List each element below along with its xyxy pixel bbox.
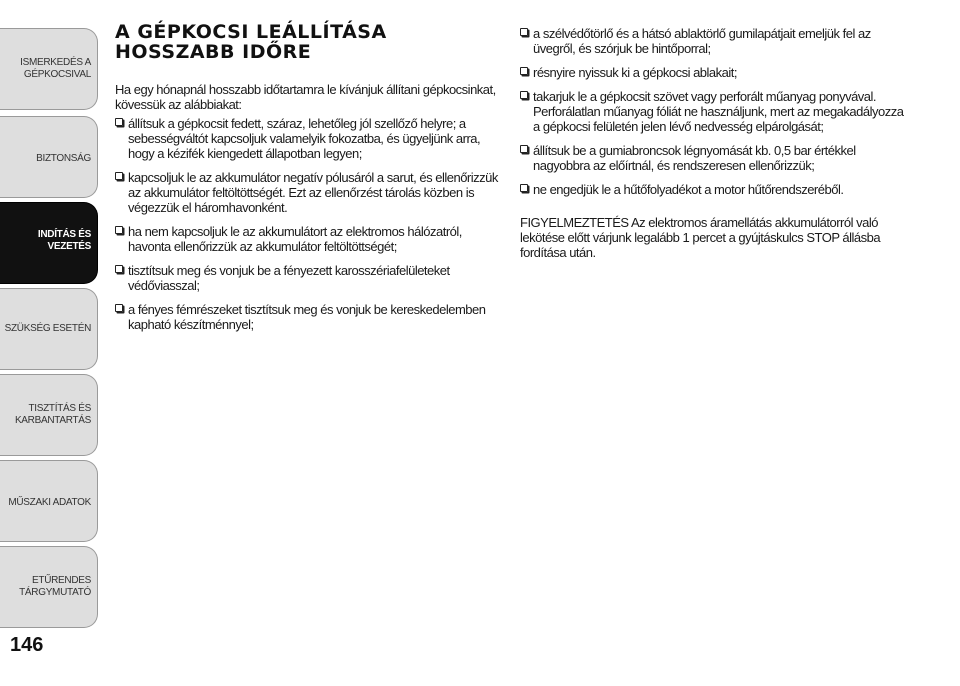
checkbox-bullet-icon: [520, 67, 528, 75]
tab-label: SZÜKSÉG ESETÉN: [4, 323, 91, 334]
list-item: ne engedjük le a hűtőfolyadékot a motor hűtőrendszeréből.: [520, 182, 905, 197]
list-item: állítsuk a gépkocsit fedett, száraz, lehetőleg jól szellőző helyre; a sebességváltót kapcsoljuk valamelyik fokozatba, és ügyeljünk arra, hogy a kézifék kiengedett állapotban legyen;: [115, 116, 500, 161]
checkbox-bullet-icon: [520, 91, 528, 99]
list-item: a fényes fémrészeket tisztítsuk meg és vonjuk be kereskedelemben kapható készítménnyel;: [115, 302, 500, 332]
title-line-2: HOSSZABB IDŐRE: [115, 41, 312, 63]
tab-label: MŰSZAKI ADATOK: [8, 497, 91, 508]
tab-szukseg-eseten[interactable]: [0, 288, 98, 370]
left-column: [115, 0, 500, 341]
list-item: takarjuk le a gépkocsit szövet vagy perforált műanyag ponyvával. Perforálatlan műanyag fóliát ne használjunk, mert az megakadályozza a gépkocsi felületén jelen lévő nedvesség elpárolgását;: [520, 89, 905, 134]
list-item: kapcsoljuk le az akkumulátor negatív pólusáról a sarut, és ellenőrizzük az akkumulátor feltöltöttségét. Ezt az ellenőrzést tárolás közben is végezzük el háromhavonként.: [115, 170, 500, 215]
tab-tisztitas-es-karbantartas[interactable]: [0, 374, 98, 456]
page-number: 146: [10, 634, 44, 656]
title-line-1: A GÉPKOCSI LEÁLLÍTÁSA: [115, 21, 387, 43]
checkbox-bullet-icon: [115, 265, 123, 273]
checkbox-bullet-icon: [115, 226, 123, 234]
checkbox-bullet-icon: [115, 304, 123, 312]
checkbox-bullet-icon: [520, 28, 528, 36]
list-item: tisztítsuk meg és vonjuk be a fényezett karosszériafelületeket védőviasszal;: [115, 263, 500, 293]
intro-paragraph: Ha egy hónapnál hosszabb időtartamra le kívánjuk állítani gépkocsinkat, kövessük az alábbiakat:: [115, 82, 496, 112]
chapter-sidebar: [0, 0, 100, 686]
tab-label: BIZTONSÁG: [36, 153, 91, 164]
list-item: ha nem kapcsoljuk le az akkumulátort az elektromos hálózatról, havonta ellenőrizzük az akkumulátor feltöltöttségét;: [115, 224, 500, 254]
list-item: a szélvédőtörlő és a hátsó ablaktörlő gumilapátjait emeljük fel az üvegről, és szórjuk be hintőporral;: [520, 26, 905, 56]
right-checklist: [520, 26, 905, 197]
warning-paragraph: FIGYELMEZTETÉS Az elektromos áramellátás akkumulátorról való lekötése előtt várjunk legalább 1 percet a gyújtáskulcs STOP állásba fordítása után.: [520, 215, 881, 260]
tab-label: INDÍTÁS ÉS VEZETÉS: [37, 229, 91, 252]
tab-label: TISZTÍTÁS ÉS KARBANTARTÁS: [14, 403, 91, 426]
tab-biztonsag[interactable]: [0, 116, 98, 198]
tab-ismerkedes[interactable]: [0, 28, 98, 110]
tab-inditas-es-vezetes[interactable]: [0, 202, 98, 284]
tab-label: ETŰRENDES TÁRGYMUTATÓ: [19, 575, 91, 598]
checkbox-bullet-icon: [520, 184, 528, 192]
list-item: állítsuk be a gumiabroncsok légnyomását kb. 0,5 bar értékkel nagyobbra az előírtnál, és rendszeresen ellenőrizzük;: [520, 143, 905, 173]
checkbox-bullet-icon: [115, 118, 123, 126]
list-item: résnyire nyissuk ki a gépkocsi ablakait;: [520, 65, 905, 80]
tab-muszaki-adatok[interactable]: [0, 460, 98, 542]
tab-label: ISMERKEDÉS A GÉPKOCSIVAL: [20, 57, 91, 80]
checkbox-bullet-icon: [520, 145, 528, 153]
tab-targymutato[interactable]: [0, 546, 98, 628]
checkbox-bullet-icon: [115, 172, 123, 180]
left-checklist: [115, 116, 500, 332]
right-column: [520, 0, 905, 260]
section-title: [115, 22, 500, 62]
